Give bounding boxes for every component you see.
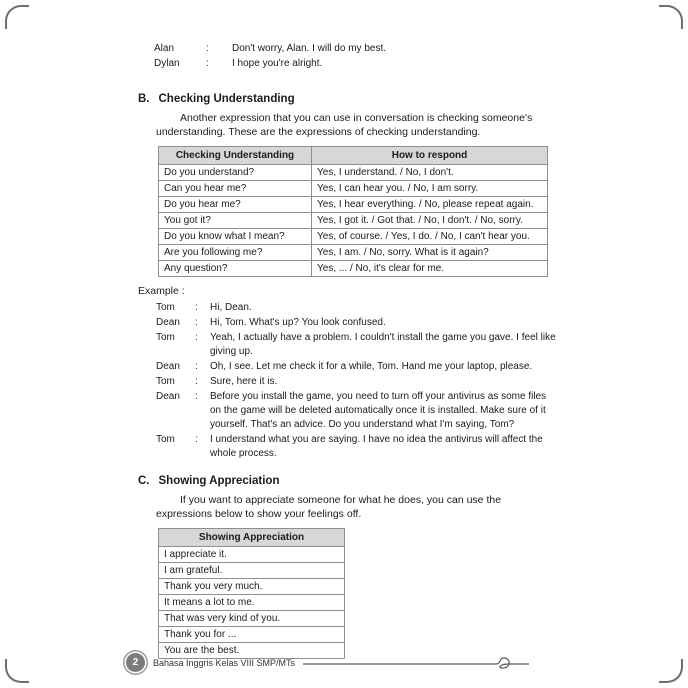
dialogue-line: Don't worry, Alan. I will do my best. xyxy=(232,43,386,54)
dialogue-row xyxy=(156,331,558,359)
dialogue-row xyxy=(154,57,558,71)
expression-cell: It means a lot to me. xyxy=(159,595,345,611)
section-c-intro: If you want to appreciate someone for what he does, you can use the expressions below to show your feelings off. xyxy=(156,494,502,520)
expression-cell: You are the best. xyxy=(159,643,345,659)
page-footer xyxy=(126,653,533,672)
section-c-heading xyxy=(138,475,558,487)
example-label: Example : xyxy=(138,285,185,297)
page-content xyxy=(138,42,558,659)
dialogue-line: Oh, I see. Let me check it for a while, Tom. Hand me your laptop, please. xyxy=(210,361,533,372)
table-row xyxy=(159,563,345,579)
response-cell: Yes, I got it. / Got that. / No, I don't. / No, sorry. xyxy=(312,213,548,229)
colon: : xyxy=(195,317,198,328)
dialogue-line: Before you install the game, you need to turn off your antivirus as some files on the game will be deleted automatically once it is installed. Make sure of it yourself. That's an advice. Do you understand what I'm saying, Tom? xyxy=(210,391,547,430)
top-dialogue xyxy=(138,42,558,71)
checking-understanding-table xyxy=(158,146,548,277)
table-row xyxy=(159,245,548,261)
table-row xyxy=(159,627,345,643)
colon: : xyxy=(195,332,198,343)
expression-cell: You got it? xyxy=(159,213,312,229)
section-letter: C. xyxy=(138,475,150,487)
colon: : xyxy=(206,43,209,54)
corner-mark-icon xyxy=(5,659,29,683)
speaker-name: Tom xyxy=(156,332,175,343)
expression-cell: Can you hear me? xyxy=(159,181,312,197)
dialogue-line: Yeah, I actually have a problem. I couldn't install the game you gave. I feel like giving up. xyxy=(210,332,556,357)
column-header: Showing Appreciation xyxy=(159,529,345,547)
expression-cell: I am grateful. xyxy=(159,563,345,579)
section-b-heading xyxy=(138,93,558,105)
expression-cell: Any question? xyxy=(159,261,312,277)
section-title: Showing Appreciation xyxy=(158,475,280,487)
table-row xyxy=(159,181,548,197)
section-title: Checking Understanding xyxy=(158,93,295,105)
section-letter: B. xyxy=(138,93,150,105)
showing-appreciation-table xyxy=(158,528,345,659)
footer-decoration-line xyxy=(303,655,533,671)
dialogue-row xyxy=(156,433,558,461)
table-row xyxy=(159,229,548,245)
expression-cell: Do you understand? xyxy=(159,165,312,181)
colon: : xyxy=(195,391,198,402)
dialogue-line: Sure, here it is. xyxy=(210,376,278,387)
dialogue-line: I hope you're alright. xyxy=(232,58,323,69)
colon: : xyxy=(195,434,198,445)
dialogue-line: I understand what you are saying. I have no idea the antivirus will affect the whole process. xyxy=(210,434,543,459)
speaker-name: Dylan xyxy=(154,58,180,69)
dialogue-row xyxy=(156,316,558,330)
table-header-row xyxy=(159,529,345,547)
table-row xyxy=(159,261,548,277)
response-cell: Yes, I hear everything. / No, please repeat again. xyxy=(312,197,548,213)
response-cell: Yes, ... / No, it's clear for me. xyxy=(312,261,548,277)
speaker-name: Alan xyxy=(154,43,175,54)
corner-mark-icon xyxy=(5,5,29,29)
table-header-row xyxy=(159,147,548,165)
expression-cell: That was very kind of you. xyxy=(159,611,345,627)
speaker-name: Dean xyxy=(156,391,180,402)
table-row xyxy=(159,547,345,563)
example-dialogue xyxy=(138,301,558,461)
dialogue-row xyxy=(154,42,558,56)
table-row xyxy=(159,595,345,611)
expression-cell: Thank you very much. xyxy=(159,579,345,595)
response-cell: Yes, I understand. / No, I don't. xyxy=(312,165,548,181)
dialogue-row xyxy=(156,360,558,374)
speaker-name: Tom xyxy=(156,302,175,313)
speaker-name: Tom xyxy=(156,376,175,387)
expression-cell: Thank you for ... xyxy=(159,627,345,643)
column-header: Checking Understanding xyxy=(159,147,312,165)
dialogue-line: Hi, Dean. xyxy=(210,302,252,313)
expression-cell: Do you know what I mean? xyxy=(159,229,312,245)
table-row xyxy=(159,579,345,595)
dialogue-row xyxy=(156,301,558,315)
expression-cell: Do you hear me? xyxy=(159,197,312,213)
page-number: 2 xyxy=(132,657,139,668)
speaker-name: Dean xyxy=(156,317,180,328)
expression-cell: Are you following me? xyxy=(159,245,312,261)
colon: : xyxy=(195,376,198,387)
dialogue-row xyxy=(156,375,558,389)
colon: : xyxy=(206,58,209,69)
speaker-name: Tom xyxy=(156,434,175,445)
column-header: How to respond xyxy=(312,147,548,165)
page-number-badge xyxy=(126,653,145,672)
corner-mark-icon xyxy=(659,659,683,683)
table-row xyxy=(159,197,548,213)
colon: : xyxy=(195,361,198,372)
response-cell: Yes, I can hear you. / No, I am sorry. xyxy=(312,181,548,197)
corner-mark-icon xyxy=(659,5,683,29)
colon: : xyxy=(195,302,198,313)
table-row xyxy=(159,213,548,229)
expression-cell: I appreciate it. xyxy=(159,547,345,563)
footer-book-title: Bahasa Inggris Kelas VIII SMP/MTs xyxy=(153,657,296,668)
speaker-name: Dean xyxy=(156,361,180,372)
section-b-intro: Another expression that you can use in conversation is checking someone's understanding. These are the expressions of checking understanding. xyxy=(156,112,533,138)
dialogue-row xyxy=(156,390,558,432)
response-cell: Yes, I am. / No, sorry. What is it again? xyxy=(312,245,548,261)
table-row xyxy=(159,165,548,181)
response-cell: Yes, of course. / Yes, I do. / No, I can't hear you. xyxy=(312,229,548,245)
table-row xyxy=(159,611,345,627)
dialogue-line: Hi, Tom. What's up? You look confused. xyxy=(210,317,386,328)
